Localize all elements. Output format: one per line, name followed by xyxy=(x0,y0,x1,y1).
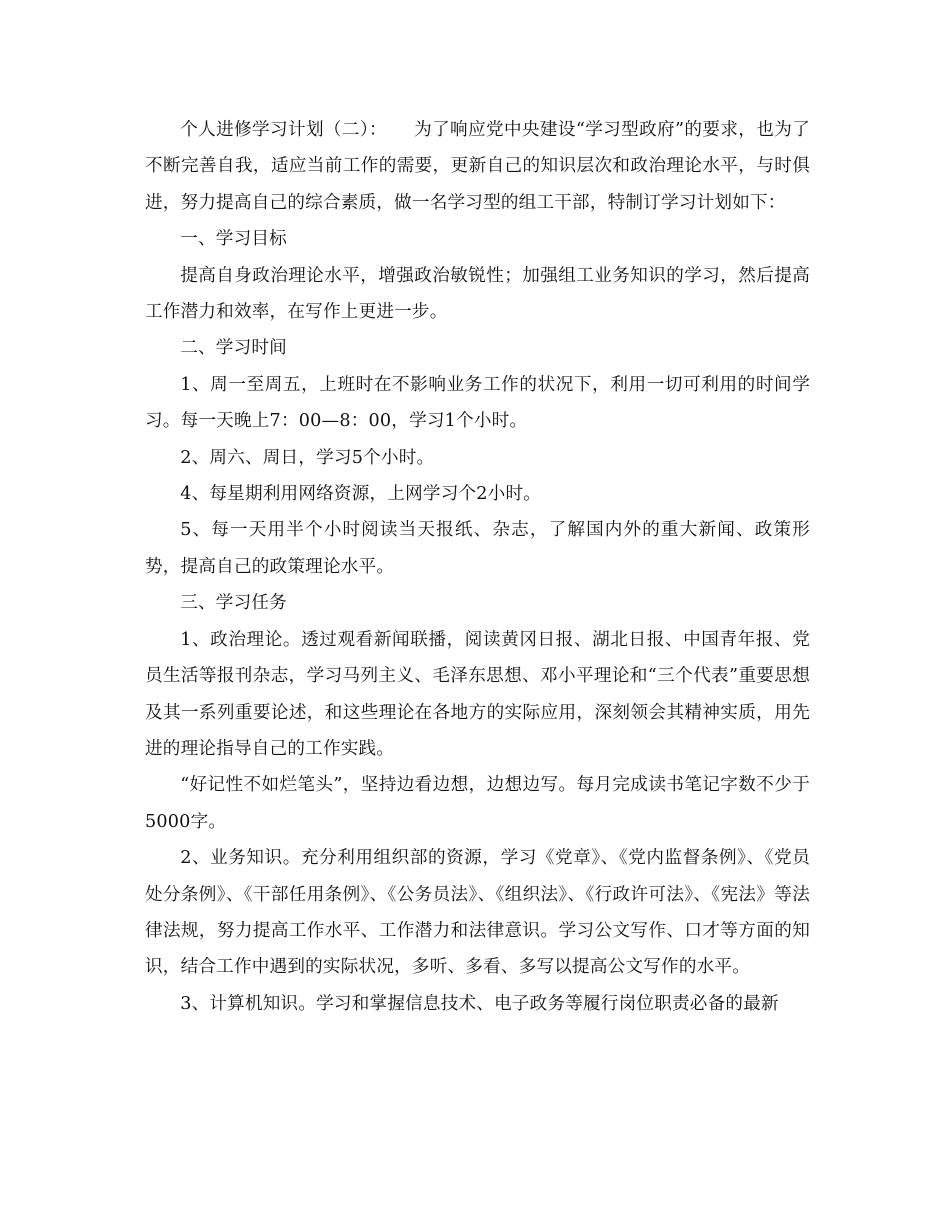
paragraph-intro: 个人进修学习计划（二）： 为了响应党中央建设“学习型政府”的要求，也为了不断完善自我，适应当前工作的需要，更新自己的知识层次和政治理论水平，与时俱进，努力提高自己的综合素质，做一名学习型的组工干部，特制订学习计划如下： xyxy=(145,120,810,213)
paragraph-time-newspaper: 5、每一天用半个小时阅读当天报纸、杂志，了解国内外的重大新闻、政策形势，提高自己的政策理论水平。 xyxy=(145,520,810,577)
paragraph-learning-goal: 提高自身政治理论水平，增强政治敏锐性；加强组工业务知识的学习，然后提高工作潜力和效率，在写作上更进一步。 xyxy=(145,265,810,323)
paragraph-time-online: 4、每星期利用网络资源，上网学习个2小时。 xyxy=(180,484,542,505)
heading-learning-tasks: 三、学习任务 xyxy=(180,593,287,614)
paragraph-time-weekdays: 1、周一至周五，上班时在不影响业务工作的状况下，利用一切可利用的时间学习。每一天晚上7：00—8：00，学习1个小时。 xyxy=(145,374,810,432)
paragraph-task-notes: “好记性不如烂笔头”，坚持边看边想，边想边写。每月完成读书笔记字数不少于5000字。 xyxy=(145,775,810,832)
document-body xyxy=(145,112,810,1022)
heading-learning-time: 二、学习时间 xyxy=(180,338,287,359)
paragraph-time-weekend: 2、周六、周日，学习5个小时。 xyxy=(180,447,435,468)
paragraph-task-computer-knowledge: 3、计算机知识。学习和掌握信息技术、电子政务等履行岗位职责必备的最新 xyxy=(180,993,779,1014)
heading-learning-goal: 一、学习目标 xyxy=(180,229,287,250)
paragraph-task-political-theory: 1、政治理论。透过观看新闻联播，阅读黄冈日报、湖北日报、中国青年报、党员生活等报刊杂志，学习马列主义、毛泽东思想、邓小平理论和“三个代表”重要思想及其一系列重要论述，和这些理论在各地方的实际应用，深刻领会其精神实质，用先进的理论指导自己的工作实践。 xyxy=(145,629,810,759)
paragraph-task-business-knowledge: 2、业务知识。充分利用组织部的资源，学习《党章》、《党内监督条例》、《党员处分条例》、《干部任用条例》、《公务员法》、《组织法》、《行政许可法》、《宪法》等法律法规，努力提高工作水平、工作潜力和法律意识。学习公文写作、口才等方面的知识，结合工作中遇到的实际状况，多听、多看、多写以提高公文写作的水平。 xyxy=(145,848,810,978)
